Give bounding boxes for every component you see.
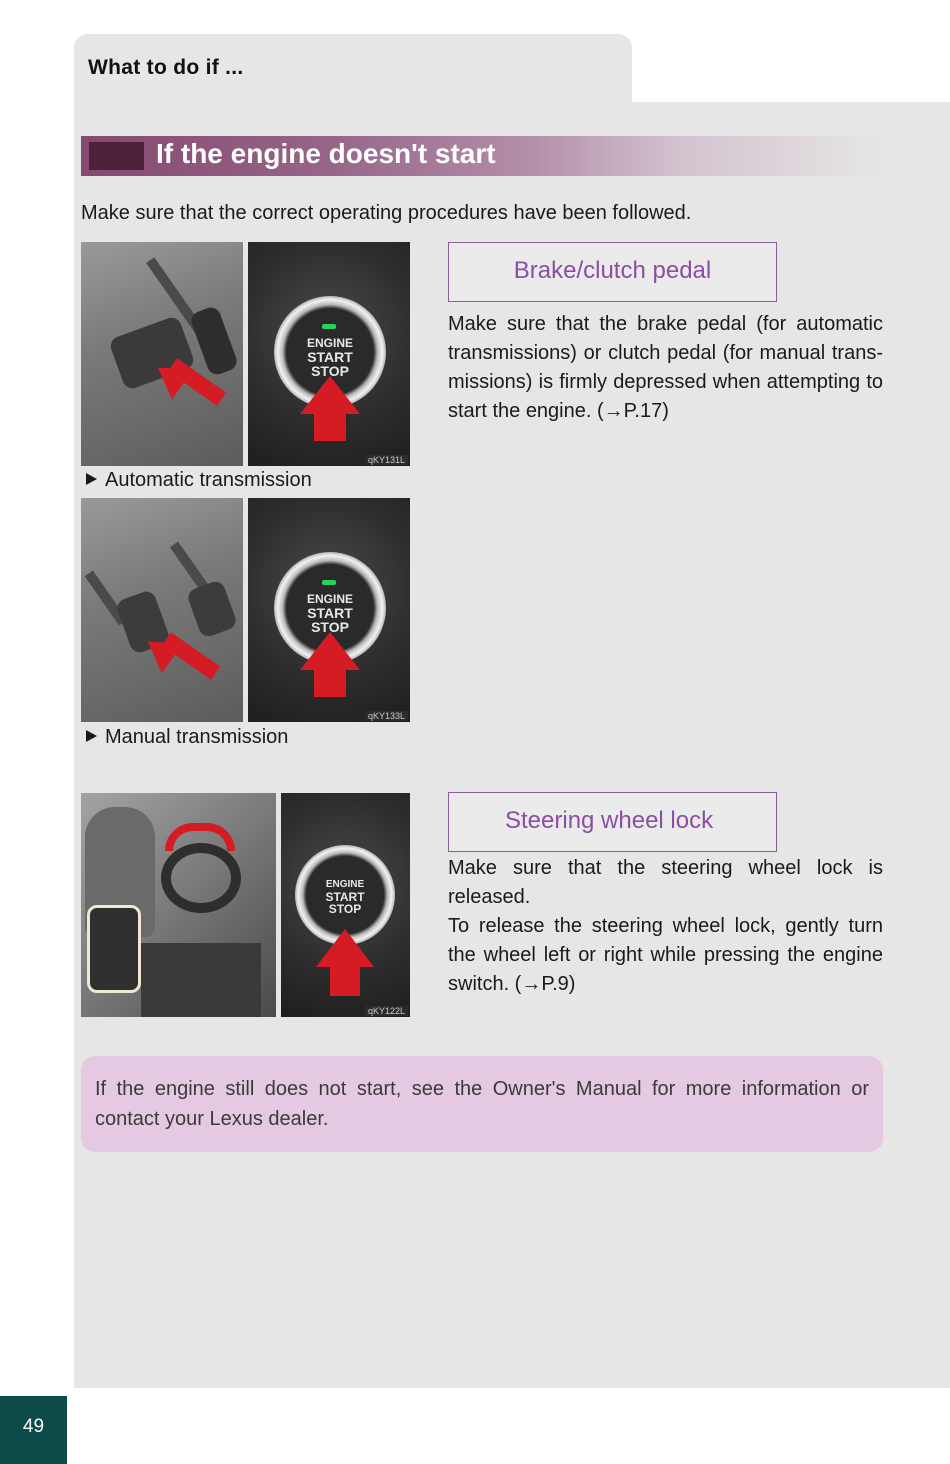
manual-start-button-image <box>248 498 410 722</box>
steering-text-2: To release the steering wheel lock, gently turn the wheel left or right while pressing the engine switch. (→P.9) <box>448 915 883 995</box>
button-label-stop: STOP <box>311 619 349 635</box>
rotate-arrow-icon <box>165 823 235 851</box>
title-bar <box>81 136 883 176</box>
steering-wheel-image <box>81 793 276 1017</box>
button-label-start: START <box>307 605 353 621</box>
press-arrow-icon <box>300 632 360 670</box>
key-fob-icon <box>87 905 141 993</box>
image-code: qKY122L <box>365 1006 408 1016</box>
button-label-engine: ENGINE <box>325 879 365 890</box>
automatic-pedal-image <box>81 242 243 466</box>
steering-text-1: Make sure that the steering wheel lock is released. <box>448 857 883 908</box>
steering-wheel-lock-heading: Steering wheel lock <box>448 792 777 852</box>
image-code: qKY131L <box>365 455 408 465</box>
brake-pedal <box>186 579 239 639</box>
page-number: 49 <box>22 1416 45 1437</box>
caption-manual-text: Manual transmission <box>105 726 289 748</box>
button-label-start: START <box>307 349 353 365</box>
press-arrow-icon <box>300 376 360 414</box>
button-label-engine: ENGINE <box>306 592 353 606</box>
green-led-icon <box>322 580 336 585</box>
image-code: qKY133L <box>365 711 408 721</box>
accelerator-pedal <box>189 305 240 377</box>
automatic-start-button-image <box>248 242 410 466</box>
press-arrow-stem <box>314 413 346 441</box>
press-arrow-stem <box>314 669 346 697</box>
caption-automatic <box>86 469 312 492</box>
console <box>141 943 261 1017</box>
caption-automatic-text: Automatic transmission <box>105 469 312 491</box>
press-arrow-icon <box>316 929 374 967</box>
button-label-stop: STOP <box>311 363 349 379</box>
page-number-tab <box>0 1396 67 1464</box>
brake-clutch-heading: Brake/clutch pedal <box>448 242 777 302</box>
note-box: If the engine still does not start, see the Owner's Manual for more information or contact your Lexus dealer. <box>81 1056 883 1152</box>
page-title: If the engine doesn't start <box>156 138 496 169</box>
button-label-engine: ENGINE <box>306 336 353 350</box>
green-led-icon <box>322 324 336 329</box>
intro-text: Make sure that the correct operating procedures have been followed. <box>81 202 692 224</box>
press-arrow-stem <box>330 966 360 996</box>
section-label: What to do if ... <box>88 56 244 79</box>
triangle-bullet-icon <box>86 473 97 485</box>
brake-clutch-text: Make sure that the brake pedal (for automatic transmissions) or clutch pedal (for manual trans-missions) is firmly depressed when attempting to start the engine. (→P.17) <box>448 313 883 422</box>
caption-manual <box>86 726 288 749</box>
title-swatch <box>89 142 144 170</box>
button-label-stop: STOP <box>328 902 362 916</box>
triangle-bullet-icon <box>86 730 97 742</box>
button-label-start: START <box>325 890 365 904</box>
steering-wheel <box>161 843 241 913</box>
steering-start-button-image <box>281 793 410 1017</box>
manual-pedal-image <box>81 498 243 722</box>
